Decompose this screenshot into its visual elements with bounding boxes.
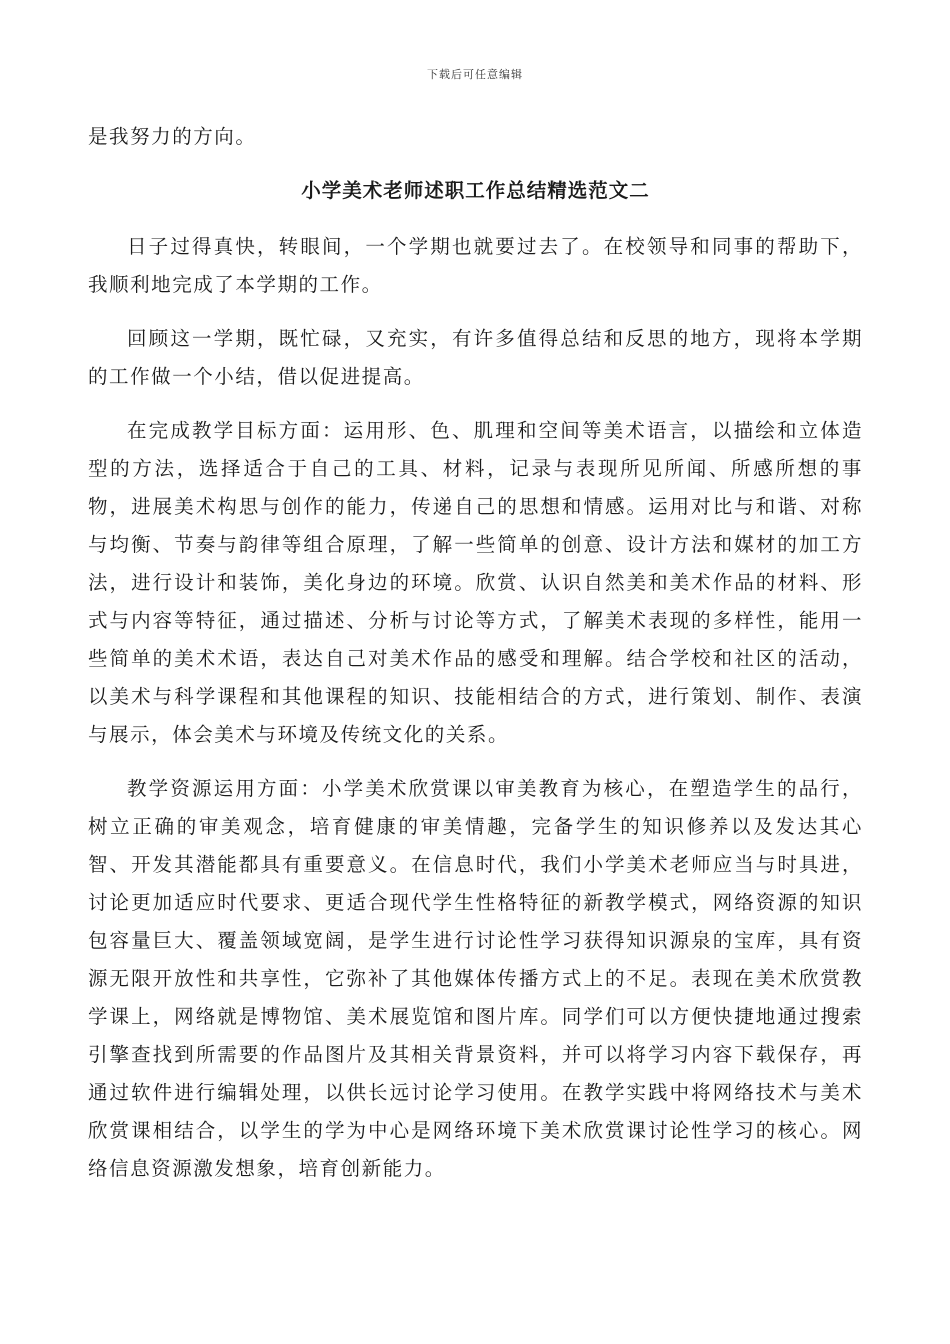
paragraph-2: 回顾这一学期，既忙碌，又充实，有许多值得总结和反思的地方，现将本学期的工作做一个小结，借以促进提高。 [88,327,863,388]
paragraph-1: 日子过得真快，转眼间，一个学期也就要过去了。在校领导和同事的帮助下，我顺利地完成了本学期的工作。 [88,235,863,296]
page-header-note: 下载后可任意编辑 [427,68,523,81]
section-title: 小学美术老师述职工作总结精选范文二 [301,179,650,202]
document-body [88,118,863,1204]
paragraph-4: 教学资源运用方面：小学美术欣赏课以审美教育为核心，在塑造学生的品行，树立正确的审美观念，培育健康的审美情趣，完备学生的知识修养以及发达其心智、开发其潜能都具有重要意义。在信息时代，我们小学美术老师应当与时具进，讨论更加适应时代要求、更适合现代学生性格特征的新教学模式，网络资源的知识包容量巨大、覆盖领域宽阔，是学生进行讨论性学习获得知识源泉的宝库，具有资源无限开放性和共享性，它弥补了其他媒体传播方式上的不足。表现在美术欣赏教学课上，网络就是博物馆、美术展览馆和图片库。同学们可以方便快捷地通过搜索引擎查找到所需要的作品图片及其相关背景资料，并可以将学习内容下载保存，再通过软件进行编辑处理，以供长远讨论学习使用。在教学实践中将网络技术与美术欣赏课相结合，以学生的学为中心是网络环境下美术欣赏课讨论性学习的核心。网络信息资源激发想象，培育创新能力。 [88,777,863,1180]
intro-line: 是我努力的方向。 [88,125,257,148]
paragraph-3: 在完成教学目标方面：运用形、色、肌理和空间等美术语言，以描绘和立体造型的方法，选择适合于自己的工具、材料，记录与表现所见所闻、所感所想的事物，进展美术构思与创作的能力，传递自己的思想和情感。运用对比与和谐、对称与均衡、节奏与韵律等组合原理，了解一些简单的创意、设计方法和媒材的加工方法，进行设计和装饰，美化身边的环境。欣赏、认识自然美和美术作品的材料、形式与内容等特征，通过描述、分析与讨论等方式，了解美术表现的多样性，能用一些简单的美术术语，表达自己对美术作品的感受和理解。结合学校和社区的活动，以美术与科学课程和其他课程的知识、技能相结合的方式，进行策划、制作、表演与展示，体会美术与环境及传统文化的关系。 [88,419,863,746]
